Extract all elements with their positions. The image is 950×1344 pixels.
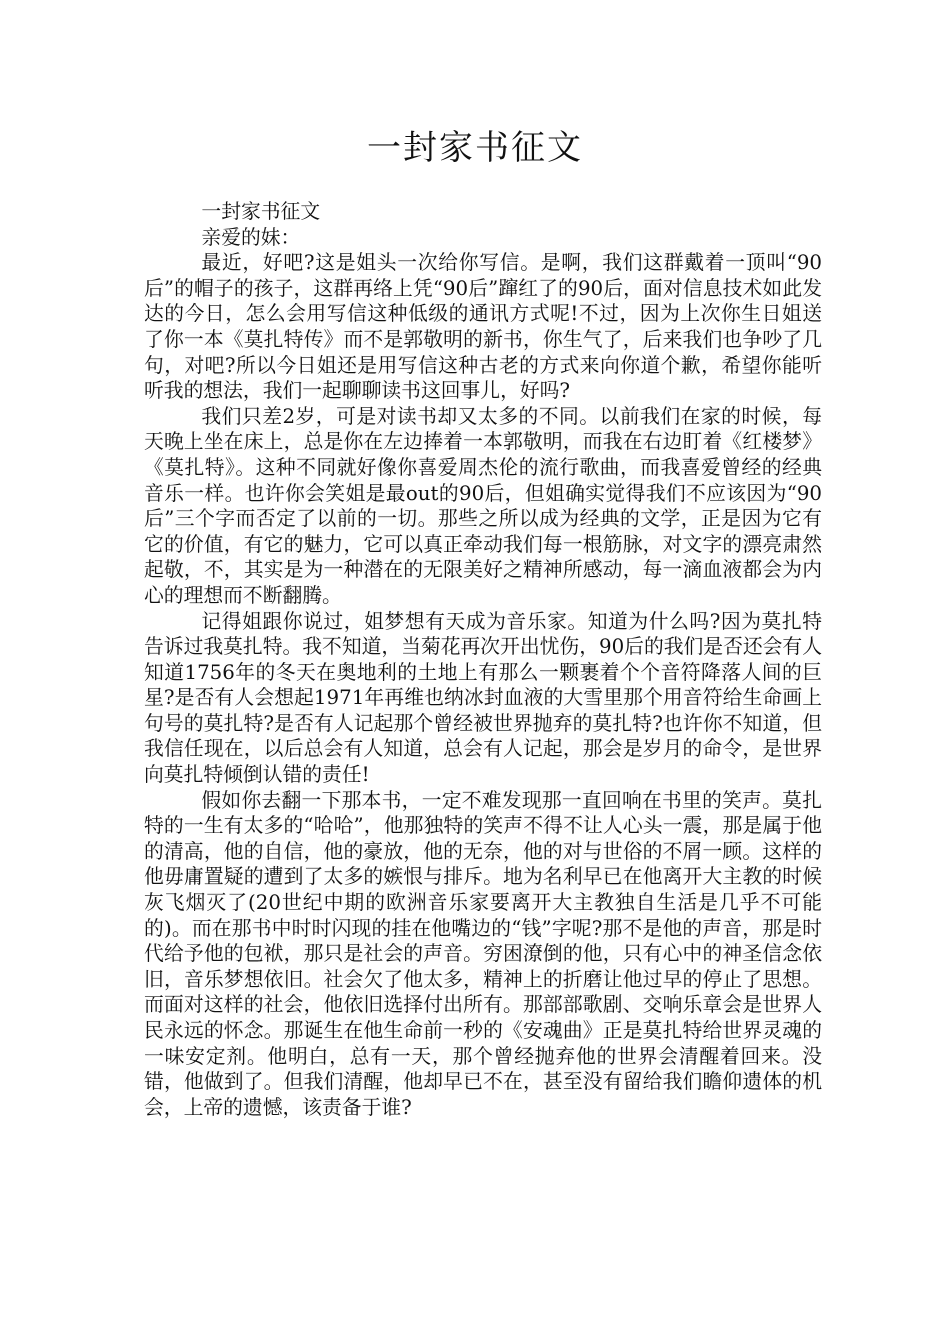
letter-paragraph: 假如你去翻一下那本书，一定不难发现那一直回响在书里的笑声。莫扎特的一生有太多的“哈哈”，他那独特的笑声不得不让人心头一震，那是属于他的清高，他的自信，他的豪放，他的无奈，他的对与世俗的不屑一顾。这样的他毋庸置疑的遭到了太多的嫉恨与排斥。地为名利早已在他离开大主教的时候灰飞烟灭了(20世纪中期的欧洲音乐家要离开大主教独自生活是几乎不可能的)。而在那书中时时闪现的挂在他嘴边的“钱”字呢?那不是他的声音，那是时代给予他的包袱，那只是社会的声音。穷困潦倒的他，只有心中的神圣信念依旧，音乐梦想依旧。社会欠了他太多，精神上的折磨让他过早的停止了思想。而面对这样的社会，他依旧选择付出所有。那部部歌剧、交响乐章会是世界人民永远的怀念。那诞生在他生命前一秒的《安魂曲》正是莫扎特给世界灵魂的一味安定剂。他明白，总有一天，那个曾经抛弃他的世界会清醒着回来。没错，他做到了。但我们清醒，他却早已不在，甚至没有留给我们瞻仰遗体的机会，上帝的遗憾，该责备于谁? <box>144 788 822 1119</box>
letter-paragraph: 最近，好吧?这是姐头一次给你写信。是啊，我们这群戴着一顶叫“90后”的帽子的孩子，这群再络上凭“90后”蹿红了的90后，面对信息技术如此发达的今日，怎么会用写信这种低级的通讯方式呢!不过，因为上次你生日姐送了你一本《莫扎特传》而不是郭敬明的新书，你生气了，后来我们也争吵了几句，对吧?所以今日姐还是用写信这种古老的方式来向你道个歉，希望你能听听我的想法，我们一起聊聊读书这回事儿，好吗? <box>144 251 822 403</box>
letter-subtitle: 一封家书征文 <box>201 200 321 223</box>
letter-salutation: 亲爱的妹： <box>201 225 301 249</box>
letter-paragraph: 记得姐跟你说过，姐梦想有天成为音乐家。知道为什么吗?因为莫扎特告诉过我莫扎特。我不知道，当菊花再次开出忧伤，90后的我们是否还会有人知道1756年的冬天在奥地利的土地上有那么一颗裹着个个音符降落人间的巨星?是否有人会想起1971年再维也纳冰封血液的大雪里那个用音符给生命画上句号的莫扎特?是否有人记起那个曾经被世界抛弃的莫扎特?也许你不知道，但我信任现在，以后总会有人知道，总会有人记起，那会是岁月的命令，是世界向莫扎特倾倒认错的责任! <box>144 609 822 787</box>
letter-paragraph: 我们只差2岁，可是对读书却又太多的不同。以前我们在家的时候，每天晚上坐在床上，总是你在左边捧着一本郭敬明，而我在右边盯着《红楼梦》《莫扎特》。这种不同就好像你喜爱周杰伦的流行歌曲，而我喜爱曾经的经典音乐一样。也许你会笑姐是最out的90后，但姐确实觉得我们不应该因为“90后”三个字而否定了以前的一切。那些之所以成为经典的文学，正是因为它有它的价值，有它的魅力，它可以真正牵动我们每一根筋脉，对文字的漂亮肃然起敬，不，其实是为一种潜在的无限美好之精神所感动，每一滴血液都会为内心的理想而不断翻腾。 <box>144 404 822 607</box>
letter-body <box>144 199 822 1120</box>
document-title: 一封家书征文 <box>367 128 583 168</box>
